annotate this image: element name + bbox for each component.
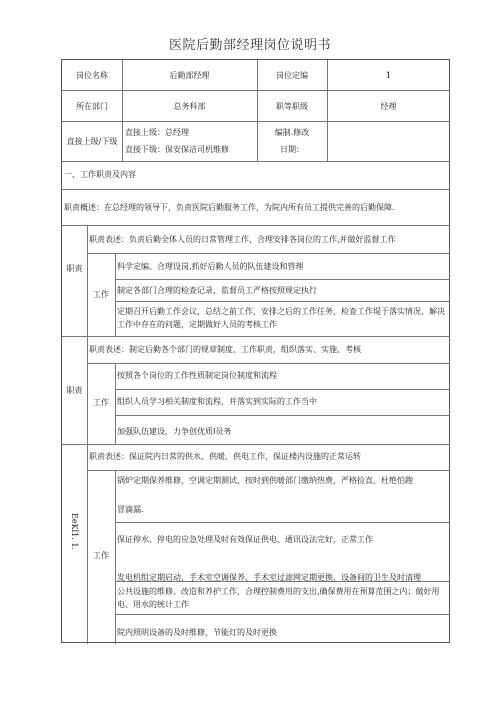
group-3-item-4: 发电机组定期启动，手术室空调保养、手术室过滤网定期更换，设备间的卫生及时清理: [117, 573, 421, 582]
table-rule: [62, 90, 450, 91]
superior-label: 直接上级/下级: [66, 137, 118, 146]
department-value: 总务科部: [173, 102, 206, 111]
group-1-item-1: 科学定编、合理设岗,抓好后勤人员的队伍建设和管理: [117, 262, 304, 271]
position-count-label: 岗位定编: [276, 71, 308, 80]
duties-overview: 职责概述：在总经理的领导下，负责医院后勤服务工作，为院内所有员工提供完善的后勤保障.: [64, 203, 395, 212]
table-rule: [62, 225, 450, 226]
group-2-item-3: 加强队伍建设，力争创优质I员务: [117, 427, 232, 436]
document-title: 医院后勤部经理岗位说明书: [168, 38, 331, 53]
group-2-label: 职责: [66, 386, 83, 395]
group-3-item-6: 院内照明设备的及时维修，节能灯的及时更换: [117, 628, 277, 637]
table-rule: [115, 253, 116, 336]
table-rule: [115, 470, 116, 644]
table-rule: [87, 363, 450, 364]
table-rule: [115, 522, 450, 523]
superior-value: 直接上级：总经理: [125, 128, 189, 137]
table-rule: [62, 444, 450, 445]
table-rule: [115, 279, 450, 280]
department-label: 所在部门: [76, 102, 108, 111]
group-1-item-3: 定期召开后勤工作会议，总结之前工作，安排之后的工作任务，检查工作堤于落实情况，解决工作中存在的问题，定期做好人员的考核工作: [117, 307, 445, 329]
group-2-item-2: 组织人员学习相关制度和流程，并落实到实际的工作当中: [117, 397, 317, 406]
table-rule: [115, 301, 450, 302]
grade-label: 职等职级: [276, 102, 308, 111]
job-description-table: [61, 59, 450, 643]
group-2-work-label: 工作: [93, 398, 109, 407]
group-3-work-label: 工作: [93, 551, 109, 560]
table-rule: [115, 614, 450, 615]
position-name-value: 后勤部经理: [169, 71, 210, 80]
group-3-description: 职责表述：保证院内日常的供水、供暖、供电工作，保证楼内设施的正常运转: [89, 452, 361, 461]
table-rule: [115, 363, 116, 444]
subordinate-value: 直接下级：保安保洁司机维修: [125, 145, 229, 154]
table-rule: [87, 253, 450, 254]
section-title: 一、工作职责及内容: [64, 170, 136, 179]
group-3-item-2: 冒滴漏.: [117, 505, 144, 514]
grade-value: 经理: [380, 102, 397, 111]
table-rule: [115, 389, 450, 390]
group-3-item-3: 保证停水、停电的应急处理及时有效保证供电、通讯设法完好，正常工作: [117, 535, 373, 544]
group-2-item-1: 按照各个岗位的工作性质制定岗位制度和流程: [117, 371, 277, 380]
group-3-label: EeKl1. 1.: [70, 513, 79, 550]
group-3-item-5: 公共设施的维修、改造和养护工作，合理控制费用的支出,确保费用在预算范围之内；做好用电、用水的统计工作: [117, 587, 440, 609]
group-2-description: 职责表述：制定后勤各个部门的规章制度、工作职责，组织落实、实施、考核: [89, 345, 361, 354]
edit-label: 编制.修改: [274, 128, 310, 137]
group-1-description: 职责表述：负责后勤全体人员的日常管理工作，合理安排各岗位的工作,并做好监督工作: [89, 235, 396, 244]
table-rule: [62, 336, 450, 337]
table-rule: [62, 121, 450, 122]
date-label: 日期：: [280, 145, 304, 154]
table-rule: [87, 470, 450, 471]
position-count-value: 1: [385, 71, 392, 80]
group-1-work-label: 工作: [93, 290, 109, 299]
position-name-label: 岗位名称: [76, 71, 108, 80]
group-1-label: 职责: [66, 264, 83, 273]
group-1-item-2: 制定各部门合理的检查记录，监督员工严格按照规定执行: [117, 286, 317, 295]
group-3-item-1: 锅炉定期保养维修，空调定期测试，按时到供暖部门缴纳热费，严格捡直，杜绝怕跑: [117, 476, 413, 485]
table-rule: [62, 161, 450, 162]
table-rule: [62, 189, 450, 190]
table-rule: [115, 415, 450, 416]
